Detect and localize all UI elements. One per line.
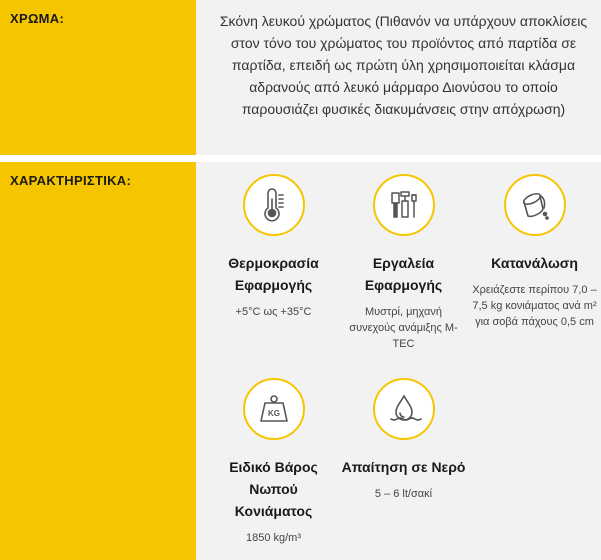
feature-title: Απαίτηση σε Νερό bbox=[341, 459, 466, 475]
row-divider bbox=[0, 155, 601, 162]
svg-text:KG: KG bbox=[267, 409, 280, 418]
feature-water bbox=[341, 378, 466, 502]
feature-title: Κατανάλωση bbox=[491, 255, 578, 271]
feature-desc: Μυστρί, μηχανή συνεχούς ανάμιξης M-TEC bbox=[349, 306, 458, 350]
feature-specific-weight bbox=[211, 378, 336, 546]
features-label: ΧΑΡΑΚΤΗΡΙΣΤΙΚΑ: bbox=[10, 173, 132, 188]
water-drop-icon bbox=[373, 378, 435, 440]
bucket-pour-icon bbox=[504, 174, 566, 236]
weight-kg-icon bbox=[243, 378, 305, 440]
feature-desc: Χρειάζεστε περίπου 7,0 – 7,5 kg κονιάματος ανά m² για σοβά πάχους 0,5 cm bbox=[472, 284, 597, 328]
feature-temperature bbox=[211, 174, 336, 320]
feature-tools bbox=[341, 174, 466, 352]
features-row bbox=[0, 162, 601, 560]
color-value-cell bbox=[196, 0, 601, 155]
color-row bbox=[0, 0, 601, 155]
feature-consumption bbox=[472, 174, 597, 330]
features-label-cell bbox=[0, 162, 196, 560]
feature-desc: +5°C ως +35°C bbox=[235, 306, 312, 318]
feature-title: Εργαλεία Εφαρμογής bbox=[364, 255, 443, 293]
color-label: ΧΡΩΜΑ: bbox=[10, 11, 65, 26]
color-label-cell bbox=[0, 0, 196, 155]
thermometer-icon bbox=[243, 174, 305, 236]
features-value-cell bbox=[196, 162, 601, 560]
tools-icon bbox=[373, 174, 435, 236]
feature-title: Θερμοκρασία Εφαρμογής bbox=[228, 255, 319, 293]
feature-desc: 1850 kg/m³ bbox=[245, 532, 302, 544]
feature-title: Ειδικό Βάρος Νωπού Κονιάματος bbox=[229, 459, 318, 519]
color-description: Σκόνη λευκού χρώματος (Πιθανόν να υπάρχουν αποκλίσεις στον τόνο του χρώματος του προϊόντος από παρτίδα σε παρτίδα, επειδή ως πρώτη ύλη χρησιμοποιείται κλάσμα αδρανούς από λευκό μάρμαρο Διονύσου το οποίο παρουσιάζει φυσικές διακυμάνσεις στην απόχρωση) bbox=[219, 13, 588, 117]
feature-desc: 5 – 6 lt/σακί bbox=[374, 488, 433, 500]
